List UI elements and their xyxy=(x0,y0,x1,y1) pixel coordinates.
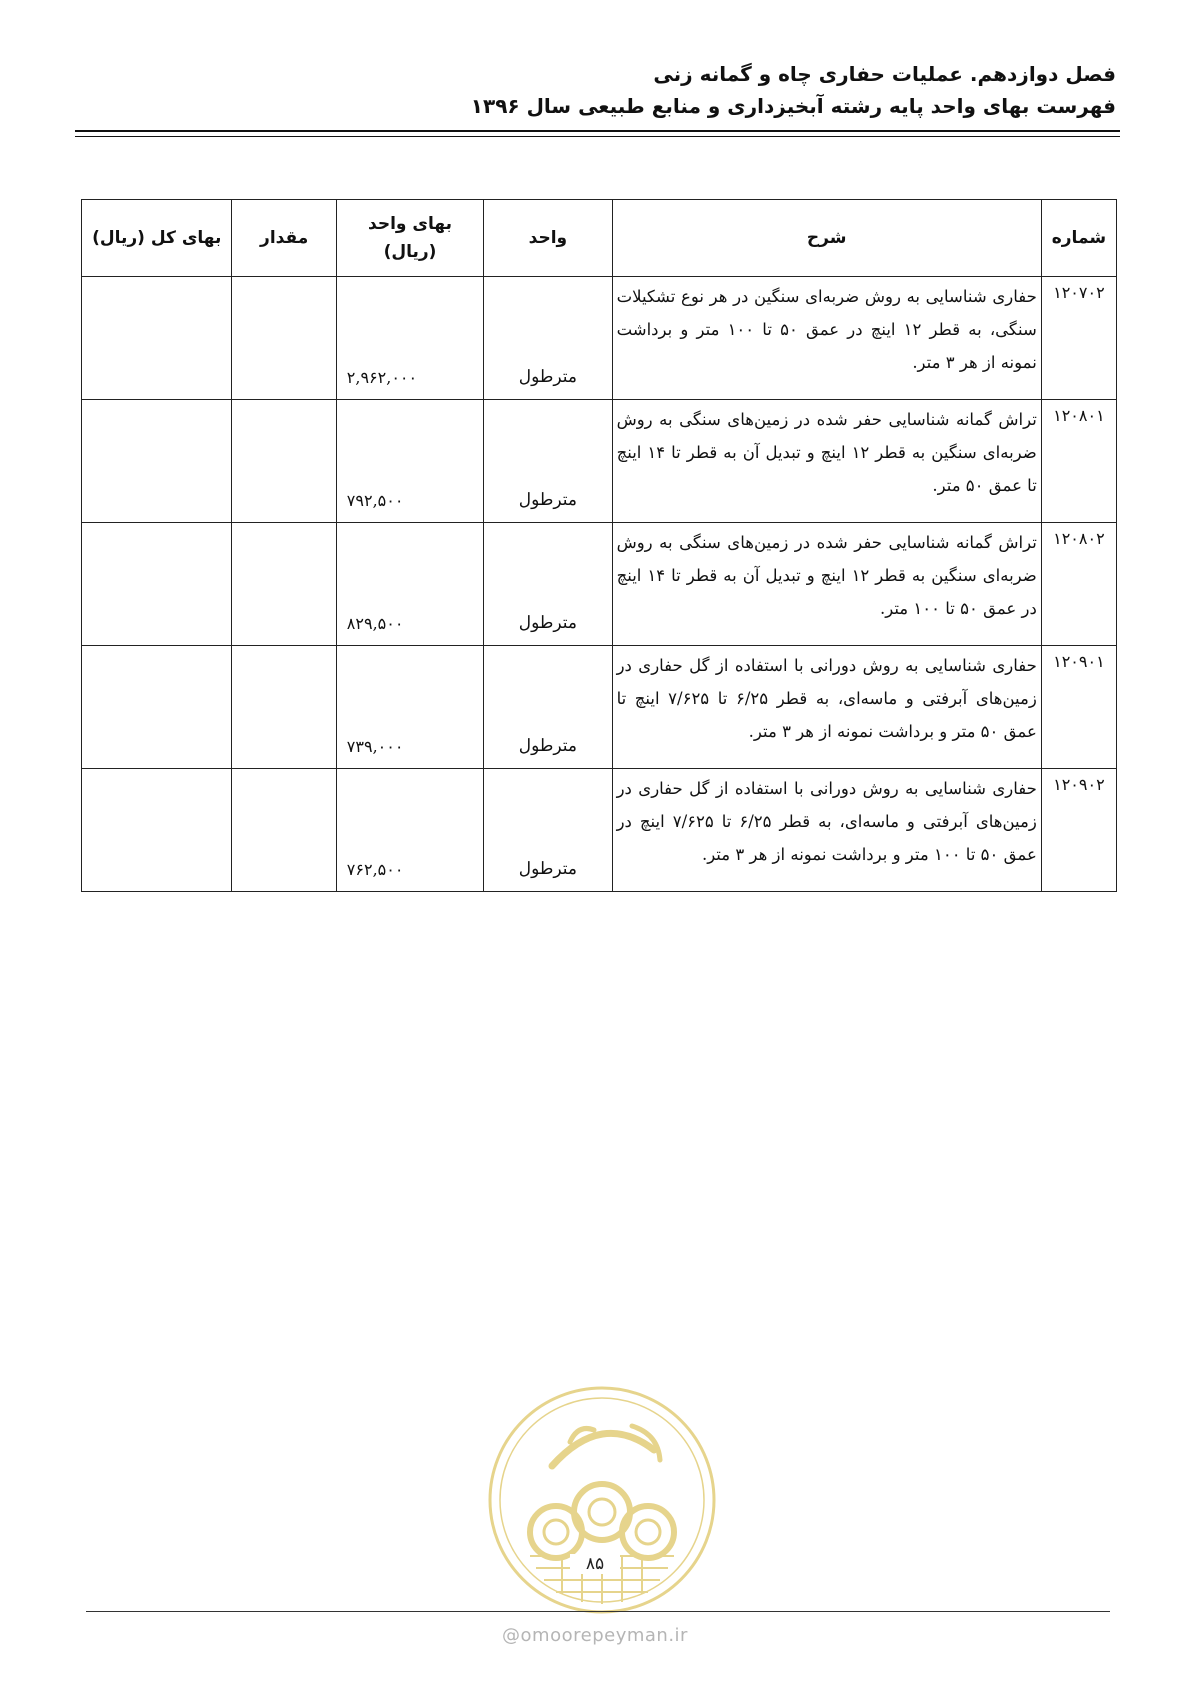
header-unit-price xyxy=(336,200,483,277)
price-table xyxy=(81,199,1117,892)
item-description: حفاری شناسایی به روش ضربه‌ای سنگین در هر نوع تشکیلات سنگی، به قطر ۱۲ اینچ در عمق ۵۰ تا ۱۰۰ متر و برداشت نمونه از هر ۳ متر. xyxy=(612,277,1041,400)
page-header xyxy=(71,58,1116,122)
item-unit-price: ۷۳۹,۰۰۰ xyxy=(336,646,483,769)
item-code: ۱۲۰۹۰۱ xyxy=(1041,646,1116,769)
item-code: ۱۲۰۸۰۱ xyxy=(1041,400,1116,523)
table-row xyxy=(82,523,1117,646)
item-quantity xyxy=(232,646,336,769)
item-quantity xyxy=(232,400,336,523)
item-unit: مترطول xyxy=(484,769,612,892)
chapter-title: فصل دوازدهم. عملیات حفاری چاه و گمانه زنی xyxy=(653,62,1116,86)
table-header-row xyxy=(82,200,1117,277)
header-total-price: بهای کل (ریال) xyxy=(82,200,232,277)
header-unit: واحد xyxy=(484,200,612,277)
item-total-price xyxy=(82,769,232,892)
item-unit: مترطول xyxy=(484,277,612,400)
item-quantity xyxy=(232,769,336,892)
website-watermark: @omoorepeyman.ir xyxy=(502,1625,688,1646)
item-description: حفاری شناسایی به روش دورانی با استفاده از گل حفاری در زمین‌های آبرفتی و ماسه‌ای، به قطر ۶/۲۵ تا ۷/۶۲۵ اینچ در عمق ۵۰ تا ۱۰۰ متر و برداشت نمونه از هر ۳ متر. xyxy=(612,769,1041,892)
table-row xyxy=(82,277,1117,400)
item-code: ۱۲۰۷۰۲ xyxy=(1041,277,1116,400)
item-quantity xyxy=(232,523,336,646)
item-unit-price: ۷۹۲,۵۰۰ xyxy=(336,400,483,523)
table-row xyxy=(82,769,1117,892)
price-list-title: فهرست بهای واحد پایه رشته آبخیزداری و منابع طبیعی سال ۱۳۹۶ xyxy=(470,94,1116,118)
table-row xyxy=(82,646,1117,769)
page-number: ۸۵ xyxy=(570,1554,620,1574)
item-unit-price: ۸۲۹,۵۰۰ xyxy=(336,523,483,646)
item-total-price xyxy=(82,523,232,646)
item-total-price xyxy=(82,646,232,769)
item-unit-price: ۲,۹۶۲,۰۰۰ xyxy=(336,277,483,400)
item-unit: مترطول xyxy=(484,523,612,646)
header-unit-price-label: بهای واحد xyxy=(368,214,452,234)
seal-emblem-icon xyxy=(482,1380,722,1620)
item-code: ۱۲۰۹۰۲ xyxy=(1041,769,1116,892)
item-description: تراش گمانه شناسایی حفر شده در زمین‌های سنگی به روش ضربه‌ای سنگین به قطر ۱۲ اینچ و تبدیل آن به قطر تا ۱۴ اینچ در عمق ۵۰ تا ۱۰۰ متر. xyxy=(612,523,1041,646)
item-total-price xyxy=(82,277,232,400)
footer-divider xyxy=(86,1611,1110,1612)
item-description: تراش گمانه شناسایی حفر شده در زمین‌های سنگی به روش ضربه‌ای سنگین به قطر ۱۲ اینچ و تبدیل آن به قطر تا ۱۴ اینچ تا عمق ۵۰ متر. xyxy=(612,400,1041,523)
item-code: ۱۲۰۸۰۲ xyxy=(1041,523,1116,646)
item-unit: مترطول xyxy=(484,400,612,523)
item-total-price xyxy=(82,400,232,523)
item-quantity xyxy=(232,277,336,400)
header-quantity: مقدار xyxy=(232,200,336,277)
item-description: حفاری شناسایی به روش دورانی با استفاده از گل حفاری در زمین‌های آبرفتی و ماسه‌ای، به قطر ۶/۲۵ تا ۷/۶۲۵ اینچ تا عمق ۵۰ متر و برداشت نمونه از هر ۳ متر. xyxy=(612,646,1041,769)
header-unit-price-currency: (ریال) xyxy=(383,242,437,262)
header-description: شرح xyxy=(612,200,1041,277)
item-unit-price: ۷۶۲,۵۰۰ xyxy=(336,769,483,892)
header-divider-thin xyxy=(75,136,1120,137)
table-row xyxy=(82,400,1117,523)
header-code: شماره xyxy=(1041,200,1116,277)
header-divider-thick xyxy=(75,130,1120,132)
item-unit: مترطول xyxy=(484,646,612,769)
